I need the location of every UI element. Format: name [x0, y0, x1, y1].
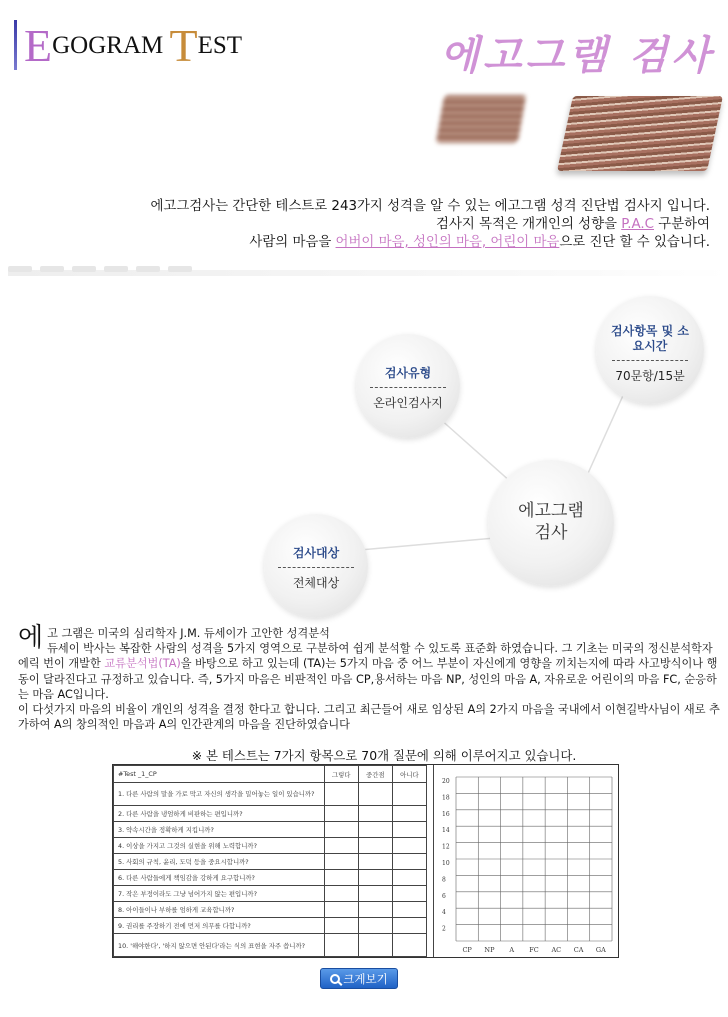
description-paragraph-1: 듀세이 박사는 복잡한 사람의 성격을 5가지 영역으로 구분하여 쉽게 분석할 수 있도록 표준화 하였습니다. 그 기초는 미국의 정신분석학자 에릭 번이 개발한 교류분석법(TA)을 바탕으로 하고 있는데 (TA)는 5가지 마음 중 어느 부분이 자신에게 영향을 끼치는지에 따라 사고방식이나 행동이 달라진다고 규정하고 있습니다. 즉, 5가지 마음은 비판적인 마음 CP,용서하는 마음 NP, 성인의 마음 A, 자유로운 어린이의 마음 FC, 순응하는 마음 AC입니다. — [18, 642, 718, 701]
test-target-circle — [264, 514, 368, 618]
test-type-circle — [356, 334, 460, 438]
center-circle — [488, 460, 614, 586]
logo-t: T — [169, 20, 198, 71]
intro-line-1: 에고그검사는 간단한 테스트로 243가지 성격을 알 수 있는 에고그램 성격 진단법 검사지 입니다. — [150, 199, 710, 214]
table-header-mid: 중간점 — [358, 766, 392, 783]
table-row: 8. 아이들이나 부하를 엄하게 교육합니까? — [114, 902, 427, 918]
test-items-circle — [596, 296, 704, 404]
zoom-button[interactable] — [320, 968, 398, 989]
test-items-title: 검사항목 및 소요시간 — [611, 324, 689, 353]
paper-stack-image-large — [557, 96, 723, 171]
table-header-yes: 그렇다 — [324, 766, 358, 783]
grid-y-tick: 18 — [442, 794, 450, 802]
grid-y-tick: 16 — [442, 810, 450, 818]
grid-y-tick: 14 — [442, 827, 450, 835]
test-type-value: 온라인검사지 — [373, 396, 443, 410]
ta-link[interactable]: 교류분석법(TA) — [104, 657, 181, 671]
test-type-title: 검사유형 — [384, 366, 432, 380]
grid-x-label: GA — [595, 946, 606, 954]
drop-cap: 에 — [18, 623, 44, 653]
grid-x-label: AC — [551, 946, 562, 954]
grid-y-tick: 8 — [442, 876, 446, 884]
table-row: 4. 이상을 가지고 그것의 실현을 위해 노력합니까? — [114, 837, 427, 853]
paper-stack-image-small — [436, 95, 526, 143]
test-target-value: 전체대상 — [292, 576, 340, 590]
grid-y-tick: 10 — [442, 860, 450, 867]
grid-x-label: A — [509, 946, 515, 954]
table-row: 1. 다른 사람의 말을 가로 막고 자신의 생각을 밀어놓는 일이 있습니까? — [114, 783, 427, 806]
logo-bar — [14, 20, 17, 70]
logo-gogram: GOGRAM — [52, 32, 170, 59]
mind-types-link[interactable]: 어버이 마음, 성인의 마음, 어린이 마음 — [335, 235, 560, 250]
question-table — [113, 765, 427, 957]
table-header-no: 아니다 — [392, 766, 426, 783]
intro-line-3: 사람의 마음을 어버이 마음, 성인의 마음, 어린이 마음으로 진단 할 수 있습니다. — [249, 235, 710, 250]
table-header-row — [114, 766, 427, 783]
grid-y-tick: 2 — [442, 925, 446, 933]
table-row: 3. 약속시간을 정확하게 지킵니까? — [114, 821, 427, 837]
grid-y-tick: 6 — [442, 892, 446, 900]
description-paragraph-2: 이 다섯가지 마음의 비율이 개인의 성격을 결정 한다고 합니다. 그리고 최근들어 새로 임상된 A의 2가지 마음을 국내에서 이현길박사님이 새로 추가하여 A의 창의적인 마음과 A의 인간관계의 마음을 진단하였습니다 — [18, 703, 720, 732]
info-diagram — [0, 280, 728, 610]
score-grid-svg — [434, 765, 620, 957]
intro-text — [110, 198, 710, 252]
grid-y-tick: 4 — [442, 909, 446, 917]
table-row: 2. 다른 사람을 냉엄하게 비판하는 편입니까? — [114, 805, 427, 821]
test-notice: ※ 본 테스트는 7가지 항목으로 70개 질문에 의해 이루어지고 있습니다. — [191, 748, 577, 763]
logo-text — [24, 22, 242, 70]
grid-x-label: NP — [484, 946, 495, 954]
pac-link[interactable]: P.A.C — [621, 217, 654, 232]
grid-x-label: CP — [462, 946, 472, 954]
grid-y-tick: 20 — [442, 778, 450, 785]
magnifier-icon — [330, 974, 340, 984]
divider — [8, 266, 728, 274]
center-line-2: 검사 — [534, 523, 568, 543]
table-row: 5. 사회의 규칙, 윤리, 도덕 등을 중요시합니까? — [114, 853, 427, 869]
test-items-value: 70문항/15분 — [615, 369, 685, 383]
logo-e: E — [24, 20, 53, 71]
description-line-1: 고 그램은 미국의 심리학자 J.M. 듀세이가 고안한 성격분석 — [47, 627, 330, 640]
table-row: 6. 다른 사람들에게 책임감을 강하게 요구합니까? — [114, 870, 427, 886]
grid-x-label: CA — [573, 946, 584, 954]
egogram-description — [18, 623, 720, 732]
table-row: 9. 권리를 주장하기 전에 먼저 의무를 다합니까? — [114, 918, 427, 934]
table-row: 7. 작은 부정이라도 그냥 넘어가지 않는 편입니까? — [114, 886, 427, 902]
zoom-button-label: 크게보기 — [343, 971, 388, 986]
table-row: 10. '해야한다', '하지 않으면 안된다'라는 식의 표현을 자주 씁니까? — [114, 934, 427, 957]
test-target-title: 검사대상 — [292, 546, 340, 560]
logo-est: EST — [197, 32, 243, 59]
logo — [14, 14, 244, 72]
page-title: 에고그램 검사 — [440, 32, 714, 79]
table-header-label: #Test _1_CP — [114, 766, 325, 783]
grid-y-tick: 12 — [442, 843, 450, 851]
grid-x-label: FC — [529, 946, 539, 954]
intro-line-2: 검사지 목적은 개개인의 성향을 P.A.C 구분하여 — [436, 217, 710, 232]
sample-test-sheet — [112, 764, 619, 958]
center-line-1: 에고그램 — [518, 501, 584, 521]
score-grid — [433, 765, 619, 957]
